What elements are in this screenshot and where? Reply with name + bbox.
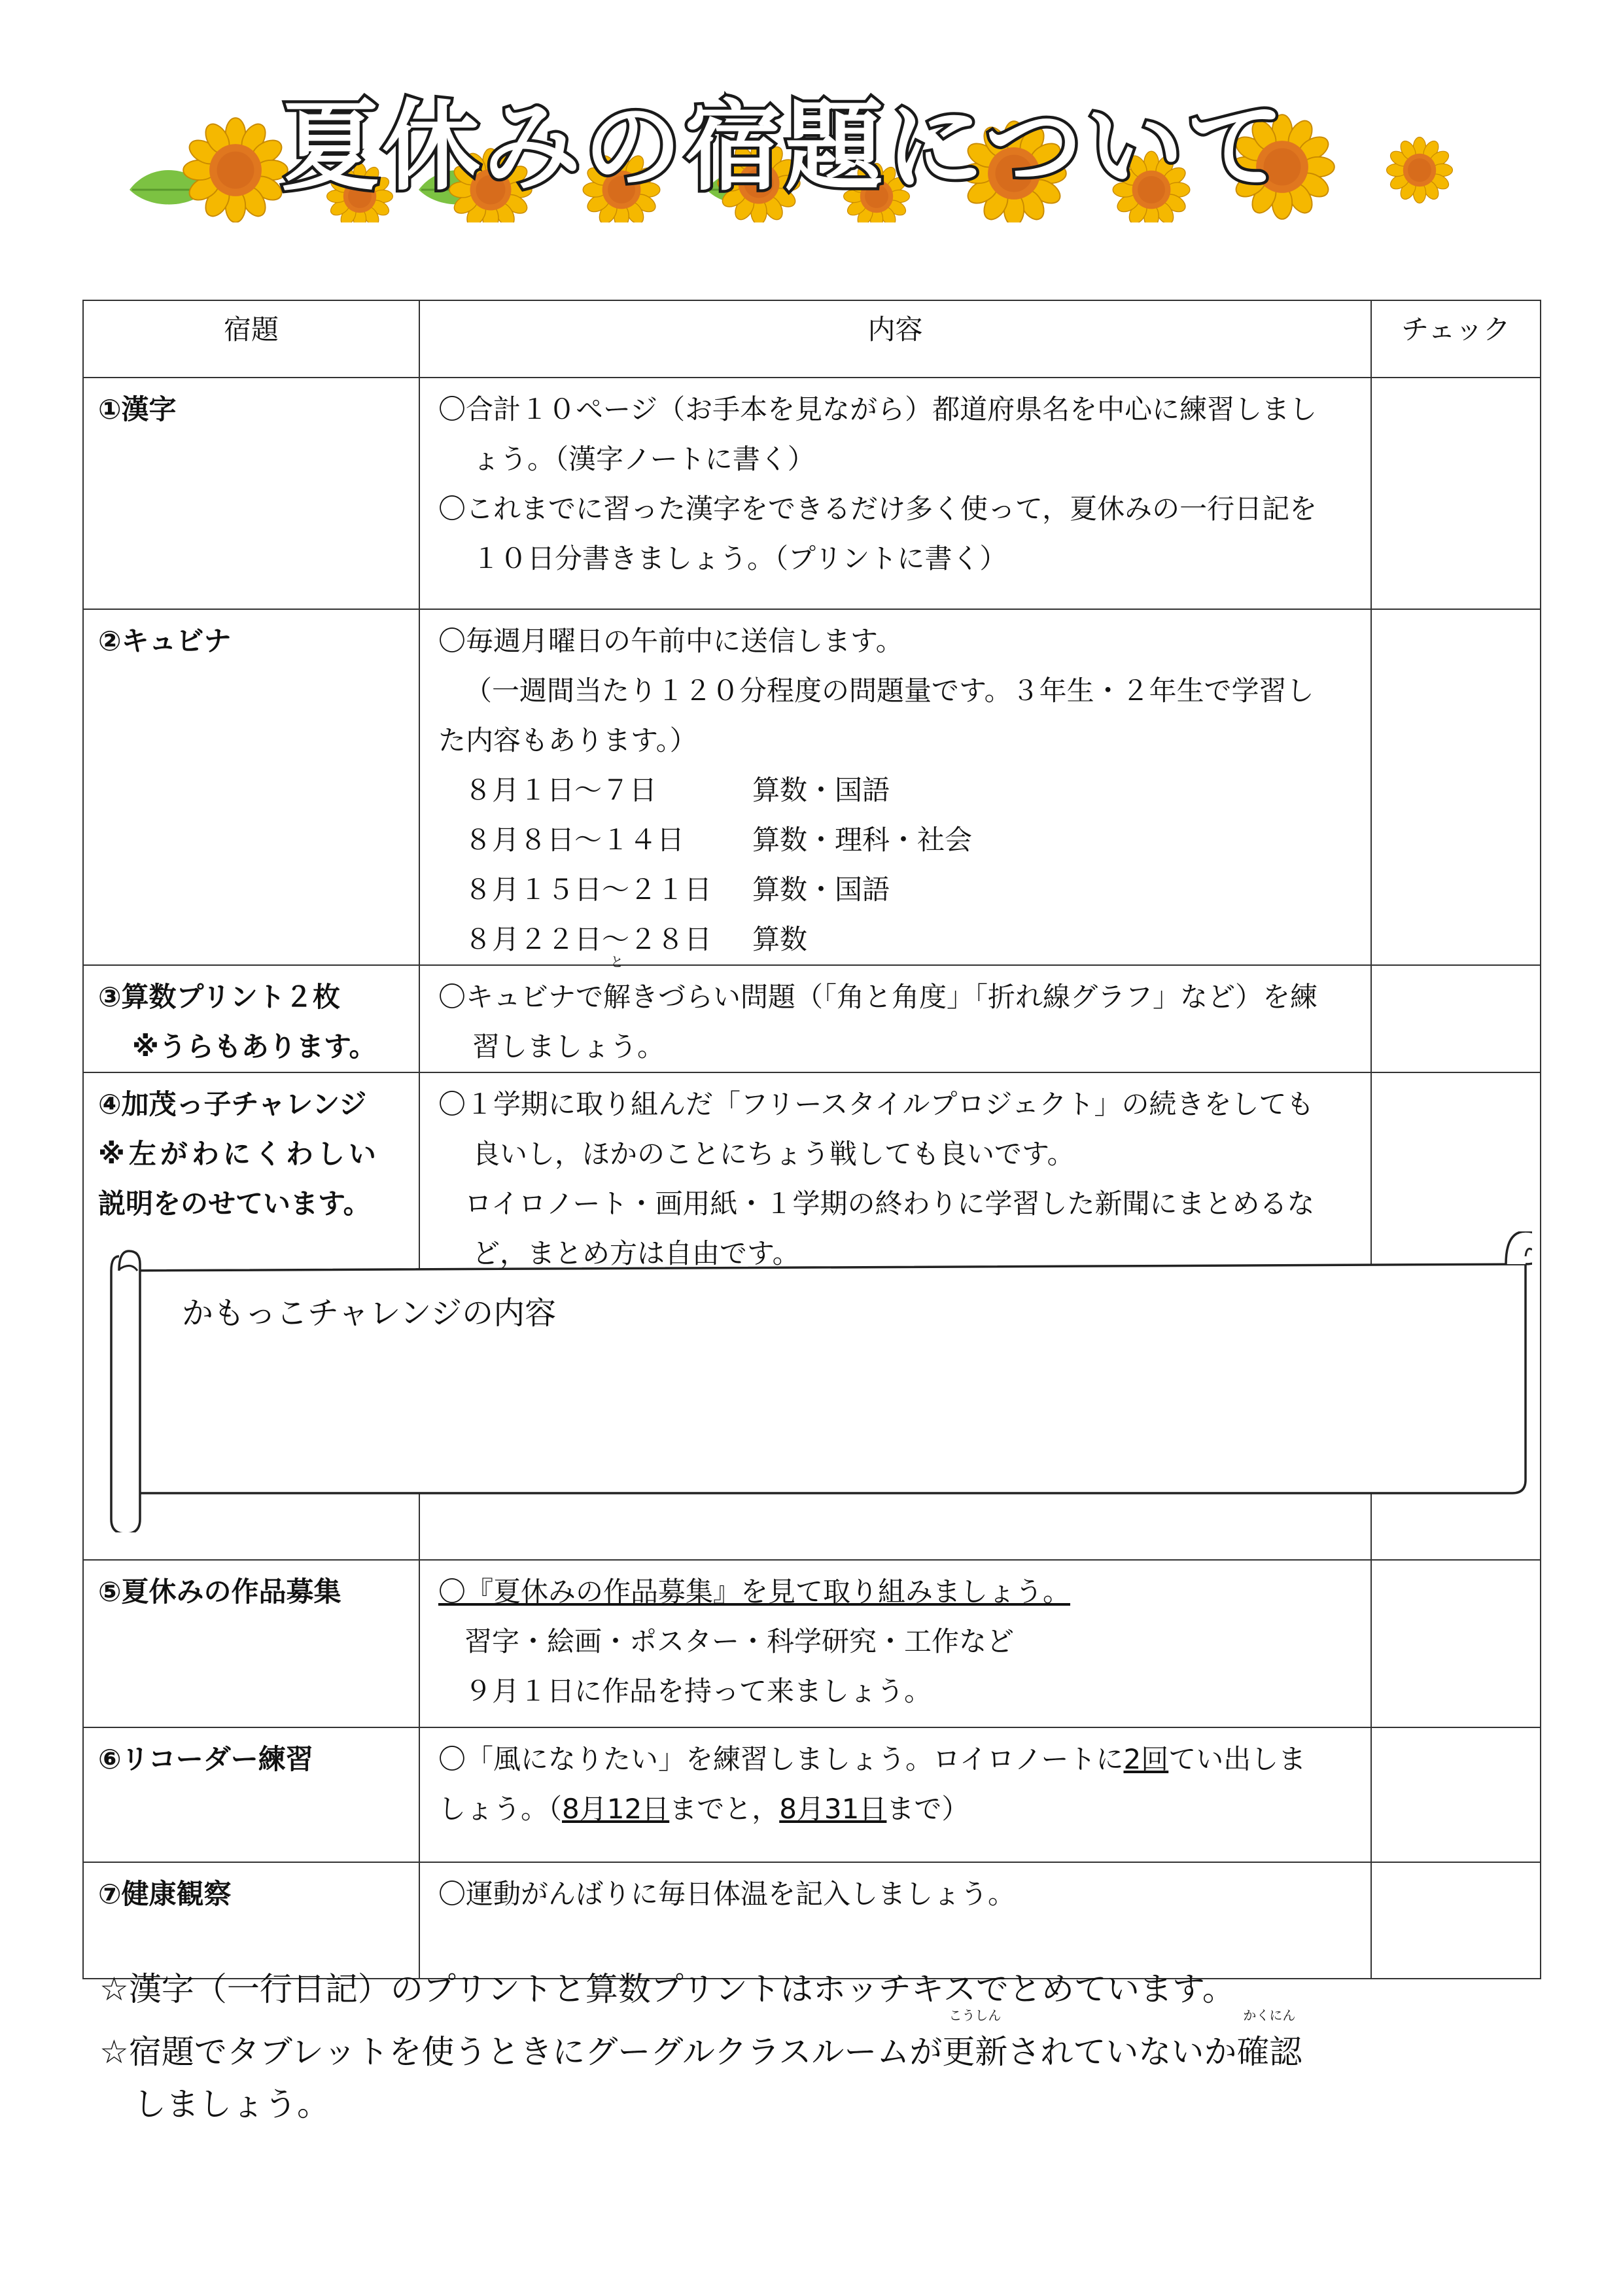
task-content [419,1727,1371,1862]
task-name-line: ④加茂っ子チャレンジ [98,1088,367,1120]
note-text: されていないか [1007,2033,1237,2071]
task-content [419,1560,1371,1727]
task-name: ⑦健康観察 [83,1862,419,1979]
deadline-1: 8月12日 [562,1793,670,1825]
content-line [438,954,1357,1022]
schedule-row [438,815,1357,865]
content-line: ロイロノート・画用紙・１学期の終わりに学習した新聞にまとめるな [464,1188,1315,1220]
deadline-2: 8月31日 [779,1793,887,1825]
content-line [438,1784,1357,1834]
header-content: 内容 [419,300,1371,378]
note-tablet [99,2007,1539,2078]
check-cell[interactable] [1371,1560,1541,1727]
table-row-works [83,1560,1541,1727]
schedule-subjects: 算数・理科・社会 [752,824,973,856]
content-line: １０日分書きましょう。（プリントに書く） [472,542,1007,574]
content-text: しょう。（ [438,1793,563,1825]
submission-count: 2回 [1123,1743,1169,1775]
ruby-text [1236,2007,1302,2078]
ruby-reading: こうしん [949,2007,1002,2023]
header-task: 宿題 [83,300,419,378]
content-line: ９月１日に作品を持って来ましょう。 [464,1675,932,1707]
content-line: 習字・絵画・ポスター・科学研究・工作など [464,1625,1015,1657]
content-line: ど，まとめ方は自由です。 [472,1237,800,1269]
challenge-scroll-box [99,1231,1532,1532]
task-note: ※左がわにくわしい [98,1138,380,1170]
schedule-date: ８月８日～１４日 [464,824,685,856]
check-cell[interactable] [1371,1862,1541,1979]
homework-table [82,300,1541,1979]
content-text: きづらい問題（「角と角度」「折れ線グラフ」など）を練 [631,981,1318,1013]
ruby-base: 更新 [942,2033,1008,2071]
task-content [419,378,1371,609]
schedule-subjects: 算数 [752,923,808,955]
ruby-base: 確認 [1236,2033,1302,2071]
schedule-date: ８月２２日～２８日 [464,923,712,955]
ruby-base: 解 [603,981,631,1013]
task-name: ⑤夏休みの作品募集 [83,1560,419,1727]
table-row-health [83,1862,1541,1979]
note-continuation: しましょう。 [133,2085,330,2123]
task-name: ①漢字 [83,378,419,609]
content-line: 〇『夏休みの作品募集』を見て取り組みましょう。 [438,1576,1071,1608]
content-text: まで） [886,1793,969,1825]
notes [99,1963,1539,2130]
schedule-row [438,865,1357,915]
task-content [419,609,1371,965]
ruby-text [942,2007,1008,2078]
ruby-text [603,954,631,1022]
schedule-date: ８月１５日～２１日 [464,874,712,906]
ruby-reading: と [610,954,624,970]
content-text: てい出しま [1168,1743,1306,1775]
content-text: までと， [669,1793,780,1825]
scroll-label: かもっこチャレンジの内容 [182,1295,557,1332]
content-line: 〇合計１０ページ（お手本を見ながら）都道府県名を中心に練習しまし [438,393,1318,425]
note-staple: ☆漢字（一行日記）のプリントと算数プリントはホッチキスでとめています。 [99,1970,1235,2008]
check-cell[interactable] [1371,609,1541,965]
ruby-reading: かくにん [1243,2007,1296,2023]
table-row-math [83,965,1541,1072]
task-content [419,1862,1371,1979]
content-line: た内容もあります。） [438,724,697,756]
schedule-date: ８月１日～７日 [464,774,657,806]
task-note: ※うらもあります。 [132,1031,377,1063]
title-banner [124,92,1505,222]
content-line: （一週間当たり１２０分程度の問題量です。３年生・２年生で学習し [464,675,1314,707]
schedule-row [438,915,1357,964]
header-check: チェック [1371,300,1541,378]
table-row-kanji [83,378,1541,609]
content-line: 〇運動がんばりに毎日体温を記入しましょう。 [438,1878,1016,1910]
task-name-line: ③算数プリント２枚 [98,981,340,1013]
check-cell[interactable] [1371,1727,1541,1862]
task-name: ⑥リコーダー練習 [83,1727,419,1862]
content-line [438,1735,1357,1784]
content-line: 習しましょう。 [472,1031,665,1063]
table-header-row [83,300,1541,378]
content-line: ょう。（漢字ノートに書く） [472,443,815,475]
task-content [419,954,1371,1072]
scroll-shape [99,1231,1532,1532]
content-line: 〇これまでに習った漢字をできるだけ多く使って，夏休みの一行日記を [438,493,1318,525]
content-line: 〇毎週月曜日の午前中に送信します。 [438,625,903,657]
content-line: 良いし，ほかのことにちょう戦しても良いです。 [472,1138,1075,1170]
check-cell[interactable] [1371,378,1541,609]
table-row-recorder [83,1727,1541,1862]
schedule-row [438,766,1357,815]
task-name: ②キュビナ [83,609,419,965]
schedule-subjects: 算数・国語 [752,874,890,906]
task-note: 説明をのせています。 [98,1188,371,1220]
content-text: 〇「風になりたい」を練習しましょう。ロイロノートに [438,1743,1124,1775]
schedule-subjects: 算数・国語 [752,774,890,806]
table-row-kyubina [83,609,1541,965]
task-name [83,965,419,1072]
check-cell[interactable] [1371,965,1541,1072]
note-text: ☆宿題でタブレットを使うときにグーグルクラスルームが [99,2033,943,2071]
content-line: 〇１学期に取り組んだ「フリースタイルプロジェクト」の続きをしても [438,1088,1314,1120]
content-text: 〇キュビナで [438,981,604,1013]
page-title: 夏休みの宿題について [281,90,1287,204]
